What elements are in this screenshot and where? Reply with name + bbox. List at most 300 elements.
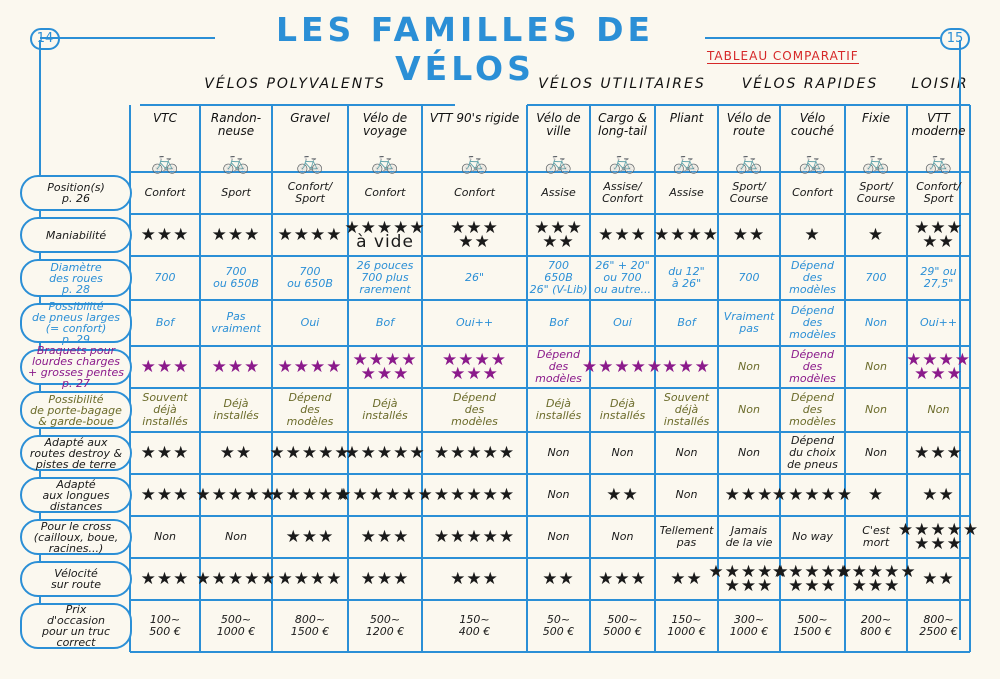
cell-text: Sport/ Course — [729, 180, 769, 205]
cell-text: 700 — [865, 271, 887, 284]
star-rating: ★★★ — [140, 357, 190, 377]
column-header: Vélo de ville — [536, 111, 581, 138]
table-cell — [130, 256, 200, 300]
table-cell — [718, 214, 780, 256]
table-cell — [780, 516, 845, 558]
star-rating: ★★★ — [140, 443, 190, 463]
star-rating: ★★★ — [598, 225, 647, 245]
table-cell — [590, 516, 655, 558]
cyclist-icon: 🚲 — [544, 150, 573, 175]
cyclist-icon: 🚲 — [862, 150, 890, 175]
cell-text: 500~ 1500 € — [793, 613, 832, 638]
table-cell — [130, 346, 200, 388]
cell-text: No way — [792, 530, 833, 543]
table-cell — [527, 256, 590, 300]
table-cell — [527, 474, 590, 516]
cell-text: C'est mort — [862, 524, 890, 549]
star-rating: ★★★ — [914, 443, 963, 463]
cell-text: Assise — [669, 186, 704, 199]
star-rating: ★★★★★★ — [336, 485, 434, 505]
table-cell — [422, 432, 527, 474]
cell-text: 500~ 1000 € — [216, 613, 256, 638]
table-cell — [845, 346, 907, 388]
star-rating: ★★★★★ — [195, 569, 277, 589]
column-header: VTC — [153, 111, 177, 125]
table-cell — [200, 214, 272, 256]
star-rating: ★★★★★ ★★★ — [897, 520, 980, 554]
cell-text: Pas vraiment — [211, 310, 261, 335]
page-number-left: 14 — [30, 28, 60, 50]
cell-text: 500~ 5000 € — [603, 613, 642, 638]
star-rating: ★★★★★ — [269, 443, 351, 463]
star-rating: ★★★★ ★★★ — [442, 350, 507, 384]
row-label: Possibilité de pneus larges (= confort) p. 29 — [20, 303, 132, 343]
table-cell — [422, 474, 527, 516]
cell-text: Oui++ — [455, 316, 494, 329]
column-header: Fixie — [861, 111, 891, 125]
cell-text: Bof — [549, 316, 568, 329]
cell-text: Dépend des modèles — [789, 304, 836, 341]
cell-text: Dépend du choix de pneus — [787, 434, 838, 471]
cell-text: Non — [865, 360, 887, 373]
table-cell — [655, 346, 718, 388]
table-cell — [200, 516, 272, 558]
star-rating: ★★ — [670, 569, 703, 589]
star-rating: ★★★★★ ★★★ — [708, 562, 790, 596]
star-rating: ★★★★★ — [344, 443, 426, 463]
table-cell — [718, 172, 780, 214]
cell-text: 26" + 20" ou 700 ou autre... — [593, 259, 651, 296]
table-cell — [130, 214, 200, 256]
table-cell — [272, 558, 348, 600]
table-cell — [130, 516, 200, 558]
table-cell — [907, 300, 970, 346]
table-cell — [897, 516, 980, 558]
table-cell — [845, 388, 907, 432]
star-rating: ★ — [867, 225, 885, 245]
cell-text: Non — [154, 530, 176, 543]
column-header: Gravel — [290, 111, 330, 125]
table-cell — [780, 388, 845, 432]
table-cell — [344, 214, 426, 256]
star-rating: ★★ — [542, 569, 575, 589]
table-cell — [655, 172, 718, 214]
star-rating: ★★★ ★★ — [534, 218, 583, 252]
cell-text: 200~ 800 € — [860, 613, 892, 638]
cell-text: Non — [865, 403, 887, 416]
table-cell — [780, 346, 845, 388]
cell-text: Non — [927, 403, 950, 416]
cell-text: Non — [738, 360, 760, 373]
table-cell — [348, 388, 422, 432]
cell-text: 150~ 400 € — [458, 613, 491, 638]
star-rating: ★★★★ — [277, 357, 343, 377]
table-cell — [527, 214, 590, 256]
table-cell — [718, 516, 780, 558]
table-cell — [527, 172, 590, 214]
column-header: Randon- neuse — [210, 111, 262, 138]
star-rating: ★★★ — [360, 527, 410, 547]
cell-text: 700 ou 650B — [213, 265, 259, 290]
table-cell — [907, 474, 970, 516]
table-cell — [200, 300, 272, 346]
star-rating: ★★★★★ ★★★ — [835, 562, 917, 596]
cell-text: Tellement pas — [659, 524, 714, 549]
table-cell — [718, 432, 780, 474]
cell-text: Confort — [454, 186, 495, 199]
table-cell — [590, 558, 655, 600]
cell-text: Oui++ — [919, 316, 958, 329]
table-cell — [590, 432, 655, 474]
star-rating: ★★★ ★★ — [450, 218, 499, 252]
table-cell — [655, 516, 718, 558]
star-rating: ★★★★★ ★★★ — [771, 562, 854, 596]
cell-text: Sport/ Course — [856, 180, 896, 205]
cell-text: 700 ou 650B — [287, 265, 333, 290]
star-rating: ★★★★★ — [433, 527, 516, 547]
table-cell — [718, 600, 780, 652]
row-label: Adapté aux longues distances — [20, 477, 132, 513]
table-cell — [907, 558, 970, 600]
star-rating: ★★★ — [140, 569, 190, 589]
table-cell — [272, 516, 348, 558]
cell-text: Non — [547, 488, 570, 501]
cell-text: Non — [225, 530, 247, 543]
table-cell — [272, 388, 348, 432]
table-cell — [845, 256, 907, 300]
table-cell — [348, 300, 422, 346]
table-cell — [527, 388, 590, 432]
cell-text: Non — [611, 446, 634, 459]
table-cell — [655, 300, 718, 346]
page-title: LES FAMILLES DE VÉLOS — [275, 10, 655, 88]
table-cell — [527, 516, 590, 558]
row-label: Position(s) p. 26 — [20, 175, 132, 211]
star-rating: ★★★★ — [654, 225, 719, 245]
table-cell — [422, 172, 527, 214]
table-cell — [200, 256, 272, 300]
row-label: Prix d'occasion pour un truc correct — [20, 603, 132, 649]
column-header: VTT moderne — [911, 111, 966, 138]
cell-text: Non — [547, 530, 570, 543]
cell-text: 700 — [738, 271, 760, 284]
table-cell — [422, 516, 527, 558]
table-cell — [422, 346, 527, 388]
star-rating: ★★ — [606, 485, 639, 505]
cyclist-icon: 🚲 — [924, 150, 953, 175]
cell-text: 800~ 1500 € — [290, 613, 330, 638]
cyclist-icon: 🚲 — [151, 150, 179, 175]
row-label: Maniabilité — [20, 217, 132, 253]
table-cell — [130, 558, 200, 600]
cell-text: Dépend des modèles — [535, 348, 582, 385]
table-cell — [655, 432, 718, 474]
row-label: Diamètre des roues p. 28 — [20, 259, 132, 297]
star-rating: ★★★★ ★★★ — [352, 350, 418, 384]
cell-text: Confort — [144, 186, 186, 199]
cell-text: Dépend des modèles — [789, 259, 836, 296]
table-cell — [344, 432, 426, 474]
star-rating: ★★★★ ★★★ — [906, 350, 971, 384]
table-cell — [907, 388, 970, 432]
star-rating: ★★★★★ — [269, 485, 351, 505]
cell-text: 26" — [464, 271, 485, 284]
table-cell — [590, 256, 655, 300]
cell-text: Assise/ Confort — [602, 180, 643, 205]
group-header-rapides: VÉLOS RAPIDES — [741, 76, 879, 92]
row-label: Vélocité sur route — [20, 561, 132, 597]
table-cell — [590, 474, 655, 516]
table-cell — [336, 474, 434, 516]
cell-text: Déjà installés — [362, 397, 408, 422]
table-cell — [422, 256, 527, 300]
star-rating: ★★★★★ — [195, 485, 277, 505]
table-cell — [272, 346, 348, 388]
table-cell — [907, 600, 970, 652]
cyclist-icon: 🚲 — [735, 150, 763, 175]
cell-text: Dépend des modèles — [451, 391, 498, 428]
star-rating: ★ — [804, 225, 821, 245]
group-header-polyvalents: VÉLOS POLYVALENTS — [204, 76, 386, 92]
table-cell — [708, 558, 790, 600]
star-rating: ★★★★ — [277, 569, 343, 589]
star-rating: ★★ — [922, 569, 955, 589]
cell-text: Confort — [792, 186, 833, 199]
table-cell — [200, 600, 272, 652]
table-cell — [348, 346, 422, 388]
cell-text: Non — [547, 446, 570, 459]
cell-text: 300~ 1000 € — [729, 613, 769, 638]
table-cell — [272, 300, 348, 346]
cell-text: 700 — [154, 271, 176, 284]
cell-text: Non — [675, 446, 698, 459]
table-cell — [780, 256, 845, 300]
table-cell — [272, 172, 348, 214]
table-cell — [348, 600, 422, 652]
cell-text: 100~ 500 € — [149, 613, 181, 638]
table-cell — [845, 432, 907, 474]
table-cell — [200, 388, 272, 432]
table-cell — [200, 346, 272, 388]
table-cell — [422, 300, 527, 346]
star-rating: ★★★ — [140, 485, 190, 505]
star-rating: ★★★★★ — [581, 357, 664, 377]
cell-text: 26 pouces 700 plus rarement — [356, 259, 414, 296]
table-cell — [655, 474, 718, 516]
table-cell — [845, 474, 907, 516]
star-rating: ★★★ — [211, 225, 261, 245]
table-cell — [527, 300, 590, 346]
cell-text: Non — [675, 488, 698, 501]
table-cell — [780, 300, 845, 346]
cargo-bike-icon: 🚲 — [608, 150, 637, 175]
star-rating: ★★★★★ à vide — [344, 218, 426, 252]
table-cell — [590, 172, 655, 214]
star-rating: ★★★ — [662, 357, 711, 377]
cell-text: Confort — [364, 186, 406, 199]
table-cell — [780, 214, 845, 256]
table-cell — [655, 600, 718, 652]
cell-text: Dépend des modèles — [789, 348, 836, 385]
star-rating: ★★★ — [285, 527, 335, 547]
table-cell — [527, 558, 590, 600]
table-cell — [718, 474, 780, 516]
star-rating: ★ — [867, 485, 885, 505]
cell-text: Bof — [155, 316, 175, 329]
table-cell — [590, 388, 655, 432]
table-cell — [907, 172, 970, 214]
star-rating: ★★★ — [140, 225, 190, 245]
cell-text: Déjà installés — [599, 397, 646, 422]
table-cell — [272, 214, 348, 256]
row-label: Pour le cross (cailloux, boue, racines...) — [20, 519, 132, 555]
column-header: Pliant — [669, 111, 704, 125]
cell-text: Oui — [300, 316, 320, 329]
page-subtitle: TABLEAU COMPARATIF — [707, 49, 859, 63]
cell-text: 29" ou 27,5" — [920, 265, 957, 290]
group-header-utilitaires: VÉLOS UTILITAIRES — [538, 76, 706, 92]
table-cell — [527, 346, 590, 388]
row-label: Possibilité de porte-bagage & garde-boue — [20, 391, 132, 429]
table-cell — [845, 600, 907, 652]
cell-text: Non — [611, 530, 634, 543]
table-cell — [590, 214, 655, 256]
star-rating: ★★ — [732, 225, 766, 245]
table-cell — [655, 256, 718, 300]
cell-text: Sport — [221, 186, 251, 199]
cell-text: Vraiment pas — [723, 310, 775, 335]
group-header-loisir: LOISIR — [911, 76, 969, 92]
table-cell — [422, 558, 527, 600]
cell-text: Non — [738, 446, 760, 459]
cell-text: Déjà installés — [535, 397, 582, 422]
table-cell — [845, 300, 907, 346]
cell-text: Souvent déjà installés — [142, 391, 188, 428]
row-label: Adapté aux routes destroy & pistes de terre — [20, 435, 132, 471]
cell-text: 150~ 1000 € — [667, 613, 706, 638]
cell-text: 50~ 500 € — [542, 613, 575, 638]
column-header: Vélo de voyage — [362, 111, 408, 138]
cyclist-icon: 🚲 — [222, 150, 250, 175]
cell-text: Déjà installés — [213, 397, 259, 422]
table-cell — [130, 600, 200, 652]
table-cell — [907, 214, 970, 256]
table-cell — [771, 474, 854, 516]
cell-text: Confort/ Sport — [287, 180, 333, 205]
star-rating: ★★★ — [450, 569, 499, 589]
table-cell — [527, 432, 590, 474]
table-cell — [780, 172, 845, 214]
column-header: Vélo couché — [790, 111, 835, 138]
table-cell — [348, 516, 422, 558]
folding-bike-icon: 🚲 — [672, 150, 701, 175]
star-rating: ★★★ — [360, 569, 410, 589]
table-cell — [348, 172, 422, 214]
table-cell — [422, 214, 527, 256]
recumbent-icon: 🚲 — [798, 150, 827, 175]
table-cell — [845, 172, 907, 214]
table-cell — [590, 600, 655, 652]
table-cell — [907, 346, 970, 388]
table-cell — [272, 256, 348, 300]
table-cell — [200, 172, 272, 214]
table-cell — [422, 600, 527, 652]
cyclist-icon: 🚲 — [460, 150, 489, 175]
table-cell — [348, 256, 422, 300]
cell-text: Jamais de la vie — [725, 524, 773, 549]
table-cell — [780, 600, 845, 652]
table-cell — [130, 474, 200, 516]
page-number-right: 15 — [940, 28, 970, 50]
table-cell — [835, 558, 917, 600]
table-cell — [130, 432, 200, 474]
star-rating: ★★★★★ — [433, 443, 516, 463]
table-cell — [718, 388, 780, 432]
cell-text: Non — [865, 316, 887, 329]
star-rating: ★★★★ — [277, 225, 343, 245]
cell-text: Dépend des modèles — [286, 391, 334, 428]
column-header: Vélo de route — [726, 111, 772, 138]
cell-text: Confort/ Sport — [916, 180, 961, 205]
table-cell — [348, 558, 422, 600]
table-cell — [195, 474, 277, 516]
star-rating: ★★★ — [598, 569, 647, 589]
cyclist-icon: 🚲 — [371, 150, 399, 175]
star-rating: ★★★★★ — [433, 485, 516, 505]
cell-text: Non — [865, 446, 887, 459]
star-rating: ★★ — [219, 443, 253, 463]
cell-text: Dépend des modèles — [789, 391, 836, 428]
column-header: Cargo & long-tail — [598, 111, 647, 138]
table-cell — [422, 388, 527, 432]
row-label: Braquets pour lourdes charges + grosses pentes p. 27 — [20, 349, 132, 385]
table-cell — [780, 432, 845, 474]
column-header: VTT 90's rigide — [429, 111, 520, 125]
cell-text: Bof — [677, 316, 696, 329]
table-cell — [195, 558, 277, 600]
cyclist-icon: 🚲 — [296, 150, 324, 175]
cell-text: Bof — [375, 316, 395, 329]
table-cell — [130, 172, 200, 214]
table-cell — [718, 300, 780, 346]
cell-text: du 12" à 26" — [668, 265, 705, 290]
cell-text: 500~ 1200 € — [365, 613, 405, 638]
table-cell — [718, 346, 780, 388]
table-cell — [907, 432, 970, 474]
table-cell — [907, 256, 970, 300]
table-cell — [655, 388, 718, 432]
cell-text: Souvent déjà installés — [663, 391, 710, 428]
cell-text: Non — [738, 403, 760, 416]
table-cell — [655, 214, 718, 256]
star-rating: ★★★ — [211, 357, 261, 377]
table-cell — [130, 300, 200, 346]
table-cell — [130, 388, 200, 432]
table-cell — [590, 300, 655, 346]
cell-text: Assise — [541, 186, 576, 199]
star-rating: ★★★★★ — [771, 485, 854, 505]
star-rating: ★★★ ★★ — [914, 218, 963, 252]
cell-text: 700 650B 26" (V-Lib) — [529, 259, 588, 296]
cell-text: 800~ 2500 € — [919, 613, 958, 638]
cell-text: Oui — [613, 316, 632, 329]
table-cell — [269, 432, 351, 474]
table-cell — [272, 600, 348, 652]
table-cell — [718, 256, 780, 300]
star-rating: ★★ — [922, 485, 955, 505]
table-cell — [200, 432, 272, 474]
table-cell — [527, 600, 590, 652]
